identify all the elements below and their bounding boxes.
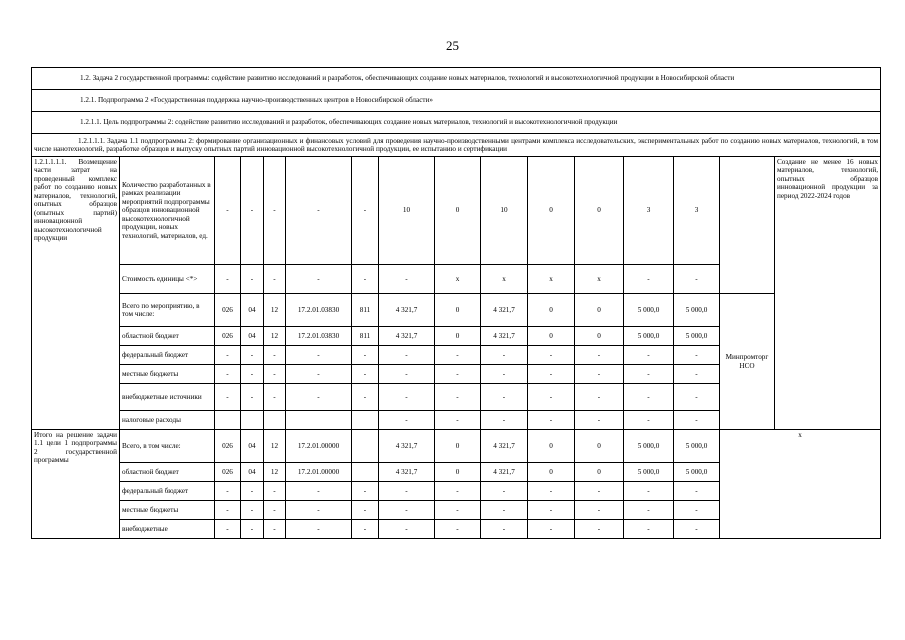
table-cell: 4 321,7 <box>379 327 435 346</box>
table-cell: - <box>352 482 379 501</box>
table-cell: - <box>215 157 241 265</box>
table-cell: 10 <box>379 157 435 265</box>
table-row <box>32 430 881 463</box>
table-cell: - <box>264 384 286 411</box>
table-cell: - <box>352 520 379 539</box>
indicator-label: федеральный бюджет <box>120 482 215 501</box>
measure-name-cell: 1.2.1.1.1.1. Возмещение части затрат на проведенный комплекс работ по созданию новых материалов, технологий, опытных образцов (опытных партий) инновационной высокотехнологичной продукции <box>32 157 120 430</box>
table-cell: - <box>575 346 624 365</box>
table-cell <box>352 411 379 430</box>
table-cell: - <box>264 520 286 539</box>
table-cell <box>286 411 352 430</box>
table-cell: - <box>379 346 435 365</box>
indicator-label: внебюджетные источники <box>120 384 215 411</box>
table-cell: - <box>241 482 264 501</box>
table-cell: - <box>352 346 379 365</box>
table-cell: 17.2.01.00000 <box>286 463 352 482</box>
table-cell: 4 321,7 <box>481 294 528 327</box>
table-cell: - <box>215 346 241 365</box>
table-cell: 0 <box>435 327 481 346</box>
table-cell: 0 <box>575 430 624 463</box>
table-cell: - <box>575 520 624 539</box>
table-cell: 0 <box>575 294 624 327</box>
table-cell: 0 <box>528 463 575 482</box>
goal-row <box>32 112 881 134</box>
table-cell: x <box>575 265 624 294</box>
table-cell: - <box>674 482 720 501</box>
table-cell: 0 <box>435 430 481 463</box>
table-cell: - <box>481 520 528 539</box>
indicator-label: Стоимость единицы <*> <box>120 265 215 294</box>
table-cell: 3 <box>624 157 674 265</box>
table-cell: 12 <box>264 327 286 346</box>
table-cell: x <box>481 265 528 294</box>
table-cell: - <box>379 482 435 501</box>
table-cell: - <box>575 482 624 501</box>
table-cell: - <box>264 157 286 265</box>
table-cell: - <box>286 384 352 411</box>
table-cell: - <box>528 411 575 430</box>
table-cell <box>215 411 241 430</box>
table-cell: - <box>264 501 286 520</box>
table-cell: 17.2.01.03830 <box>286 327 352 346</box>
indicator-label: внебюджетные <box>120 520 215 539</box>
table-cell: - <box>352 157 379 265</box>
table-cell: 12 <box>264 430 286 463</box>
table-cell: - <box>241 501 264 520</box>
table-cell: - <box>481 482 528 501</box>
table-cell: 17.2.01.00000 <box>286 430 352 463</box>
table-cell <box>264 411 286 430</box>
table-cell: 04 <box>241 294 264 327</box>
table-cell: 026 <box>215 327 241 346</box>
table-cell: - <box>241 346 264 365</box>
indicator-label: Всего, в том числе: <box>120 430 215 463</box>
table-cell: - <box>264 482 286 501</box>
table-cell: 0 <box>528 430 575 463</box>
table-cell: - <box>286 157 352 265</box>
table-cell: 0 <box>435 294 481 327</box>
table-cell: - <box>624 384 674 411</box>
table-cell: - <box>435 482 481 501</box>
expected-result-cell: Создание не менее 16 новых материалов, технологий, опытных образцов инновационной продукции за период 2022-2024 годов <box>775 157 881 430</box>
total-name-cell: Итого на решение задачи 1.1 цели 1 подпрограммы 2 государственной программы <box>32 430 120 539</box>
table-cell: 04 <box>241 430 264 463</box>
table-cell: - <box>264 346 286 365</box>
executor-empty-cell <box>720 157 775 294</box>
table-cell: - <box>624 482 674 501</box>
table-cell: - <box>435 346 481 365</box>
table-cell: - <box>528 384 575 411</box>
table-cell: - <box>674 365 720 384</box>
table-cell: 5 000,0 <box>624 294 674 327</box>
table-cell: - <box>215 501 241 520</box>
table-cell: 5 000,0 <box>624 430 674 463</box>
indicator-label: федеральный бюджет <box>120 346 215 365</box>
indicator-label: местные бюджеты <box>120 365 215 384</box>
table-cell: - <box>215 384 241 411</box>
subprogram-row <box>32 90 881 112</box>
table-cell: - <box>528 365 575 384</box>
table-cell: - <box>215 482 241 501</box>
table-cell: 5 000,0 <box>674 327 720 346</box>
table-cell: - <box>575 365 624 384</box>
table-cell: - <box>674 265 720 294</box>
table-cell: - <box>379 265 435 294</box>
table-cell: - <box>352 501 379 520</box>
subtask-row <box>32 134 881 157</box>
subtask-header: 1.2.1.1.1. Задача 1.1 подпрограммы 2: формирование организационных и финансовых условий для проведения научно-производственными центрами комплекса исследовательских, экспериментальных работ по созданию новых материалов, технологий, в том числе нанотехнологий, разработке образцов и выпуску опытных партий инновационной высокотехнологичной продукции, ее испытанию и сертификации <box>32 134 881 157</box>
table-cell: 026 <box>215 430 241 463</box>
indicator-label: областной бюджет <box>120 463 215 482</box>
table-cell: - <box>352 265 379 294</box>
table-cell: 04 <box>241 327 264 346</box>
table-cell: - <box>674 384 720 411</box>
table-cell: - <box>481 346 528 365</box>
table-cell: 4 321,7 <box>481 430 528 463</box>
table-cell: - <box>286 482 352 501</box>
table-cell: - <box>624 346 674 365</box>
table-cell: - <box>264 365 286 384</box>
program-table <box>31 67 881 539</box>
executor-cell: Минпромторг НСО <box>720 294 775 430</box>
table-cell: - <box>624 365 674 384</box>
table-cell: - <box>575 501 624 520</box>
table-cell: 17.2.01.03830 <box>286 294 352 327</box>
table-cell: 026 <box>215 294 241 327</box>
table-cell: - <box>215 520 241 539</box>
table-cell: 0 <box>528 157 575 265</box>
task-header: 1.2. Задача 2 государственной программы: содействие развитию исследований и разработок, обеспечивающих создание новых материалов, технологий и высокотехнологичной продукции в Новосибирской области <box>32 68 881 90</box>
table-cell: x <box>435 265 481 294</box>
table-row <box>32 157 881 265</box>
table-cell: - <box>286 501 352 520</box>
table-cell: - <box>674 411 720 430</box>
table-cell: - <box>352 365 379 384</box>
indicator-label: областной бюджет <box>120 327 215 346</box>
subprogram-header: 1.2.1. Подпрограмма 2 «Государственная поддержка научно-производственных центров в Новосибирской области» <box>32 90 881 112</box>
table-cell: - <box>241 520 264 539</box>
table-cell: - <box>379 520 435 539</box>
table-cell: - <box>379 411 435 430</box>
table-cell: - <box>575 384 624 411</box>
table-cell: 5 000,0 <box>674 294 720 327</box>
table-row <box>32 294 881 327</box>
table-cell: - <box>286 265 352 294</box>
table-cell: 4 321,7 <box>379 430 435 463</box>
table-cell: - <box>435 411 481 430</box>
table-cell <box>241 411 264 430</box>
table-cell: - <box>674 520 720 539</box>
table-cell: 3 <box>674 157 720 265</box>
table-cell: - <box>241 365 264 384</box>
table-cell: - <box>624 501 674 520</box>
table-cell: - <box>435 501 481 520</box>
table-cell: - <box>575 411 624 430</box>
table-cell: - <box>286 520 352 539</box>
table-cell: 12 <box>264 294 286 327</box>
table-cell: - <box>674 501 720 520</box>
table-cell <box>352 463 379 482</box>
table-cell: - <box>481 384 528 411</box>
page-number: 25 <box>446 38 459 53</box>
table-cell: 5 000,0 <box>624 463 674 482</box>
table-cell: - <box>379 384 435 411</box>
indicator-label: местные бюджеты <box>120 501 215 520</box>
table-cell: 4 321,7 <box>481 463 528 482</box>
table-cell: - <box>215 365 241 384</box>
table-cell: - <box>481 365 528 384</box>
table-cell: 4 321,7 <box>379 463 435 482</box>
table-cell: 0 <box>528 327 575 346</box>
table-cell: 0 <box>575 327 624 346</box>
table-cell: - <box>624 520 674 539</box>
table-cell: 5 000,0 <box>674 463 720 482</box>
indicator-label: Всего по мероприятию, в том числе: <box>120 294 215 327</box>
table-cell: - <box>241 384 264 411</box>
total-result-cell: x <box>720 430 881 539</box>
table-cell: 811 <box>352 327 379 346</box>
table-cell: - <box>352 384 379 411</box>
table-cell: - <box>624 411 674 430</box>
table-cell: 04 <box>241 463 264 482</box>
table-cell: - <box>241 265 264 294</box>
table-cell <box>352 430 379 463</box>
table-cell: 12 <box>264 463 286 482</box>
table-cell: 0 <box>575 463 624 482</box>
table-cell: - <box>379 365 435 384</box>
table-cell: 4 321,7 <box>379 294 435 327</box>
table-cell: - <box>286 346 352 365</box>
table-cell: - <box>528 346 575 365</box>
table-cell: 4 321,7 <box>481 327 528 346</box>
goal-header: 1.2.1.1. Цель подпрограммы 2: содействие развитию исследований и разработок, обеспечивающих создание новых материалов, технологий и высокотехнологичной продукции <box>32 112 881 134</box>
table-cell: - <box>481 411 528 430</box>
table-cell: 10 <box>481 157 528 265</box>
table-cell: - <box>674 346 720 365</box>
table-cell: - <box>215 265 241 294</box>
table-cell: - <box>241 157 264 265</box>
table-cell: 5 000,0 <box>624 327 674 346</box>
table-cell: 5 000,0 <box>674 430 720 463</box>
table-cell: - <box>624 265 674 294</box>
task-row <box>32 68 881 90</box>
table-cell: - <box>435 520 481 539</box>
indicator-label: налоговые расходы <box>120 411 215 430</box>
table-cell: 0 <box>528 294 575 327</box>
table-cell: - <box>264 265 286 294</box>
table-cell: - <box>528 520 575 539</box>
table-cell: - <box>435 365 481 384</box>
table-cell: 026 <box>215 463 241 482</box>
table-cell: - <box>528 482 575 501</box>
table-cell: - <box>528 501 575 520</box>
table-cell: - <box>379 501 435 520</box>
table-cell: - <box>435 384 481 411</box>
table-cell: - <box>286 365 352 384</box>
table-cell: x <box>528 265 575 294</box>
table-cell: - <box>481 501 528 520</box>
table-cell: 0 <box>435 157 481 265</box>
table-cell: 0 <box>435 463 481 482</box>
table-cell: 811 <box>352 294 379 327</box>
table-cell: 0 <box>575 157 624 265</box>
indicator-label: Количество разработанных в рамках реализации мероприятий подпрограммы образцов инновационной высокотехнологичной продукции, новых технологий, материалов, ед. <box>120 157 215 265</box>
